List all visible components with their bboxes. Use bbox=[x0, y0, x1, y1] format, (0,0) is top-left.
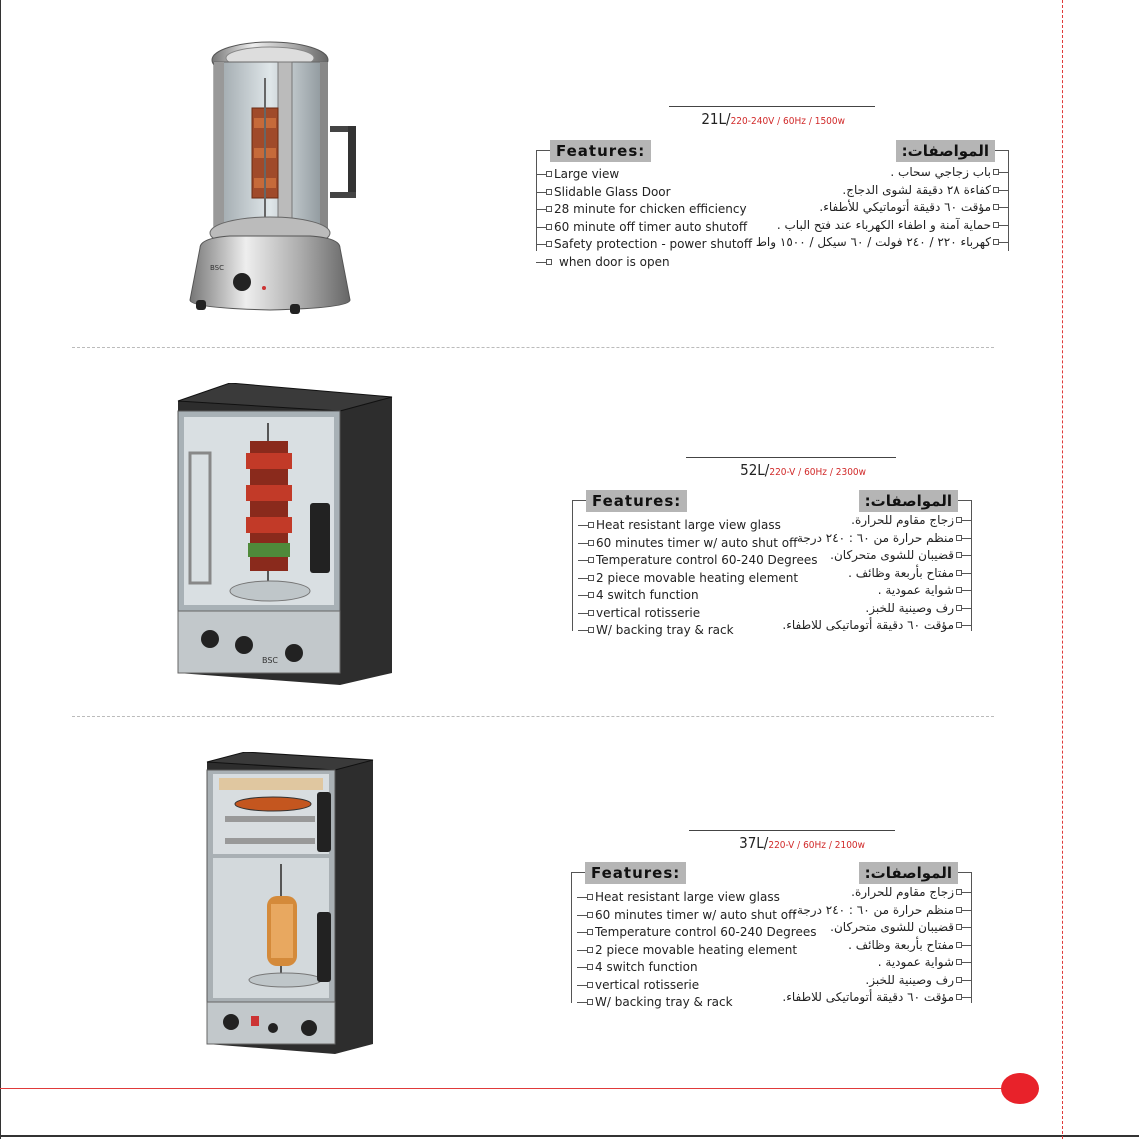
round-rotisserie-icon bbox=[180, 38, 360, 320]
spec-label: 220-240V / 60Hz / 1500w bbox=[730, 116, 845, 127]
ar-feature-item: كفاءة ٢٨ دقيقة لشوى الدجاج. bbox=[756, 182, 1009, 200]
spec-label: 220-V / 60Hz / 2100w bbox=[768, 840, 865, 851]
feature-item: Safety protection - power shutoff bbox=[536, 236, 752, 254]
feature-item: 60 minutes timer w/ auto shut off bbox=[577, 907, 816, 925]
feature-item: Large view bbox=[536, 166, 752, 184]
feature-item: Heat resistant large view glass bbox=[577, 889, 816, 907]
ar-feature-item: زجاج مقاوم للحرارة. bbox=[782, 512, 972, 530]
page-border-bottom bbox=[0, 1135, 1139, 1137]
section-divider bbox=[72, 716, 994, 717]
ar-feature-item: مفتاح بأربعة وظائف . bbox=[782, 937, 972, 955]
ar-feature-item: قضيبان للشوى متحركان. bbox=[782, 547, 972, 565]
feature-item: vertical rotisserie bbox=[578, 605, 817, 623]
ar-feature-item: باب زجاجي سحاب . bbox=[756, 164, 1009, 182]
ar-feature-item: زجاج مقاوم للحرارة. bbox=[782, 884, 972, 902]
svg-text:BSC: BSC bbox=[210, 264, 225, 272]
feature-item: Slidable Glass Door bbox=[536, 184, 752, 202]
ar-feature-item: مؤقت ٦٠ دقيقة أتوماتيكى للاطفاء. bbox=[782, 617, 972, 635]
footer-line bbox=[0, 1088, 1010, 1089]
ar-feature-item: مفتاح بأربعة وظائف . bbox=[782, 565, 972, 583]
features-list-ar bbox=[770, 490, 972, 650]
feature-item: Temperature control 60-240 Degrees bbox=[578, 552, 817, 570]
ar-feature-item: مؤقت ٦٠ دقيقة أتوماتيكي للأطفاء. bbox=[756, 199, 1009, 217]
ar-feature-item: منظم حرارة من ٦٠ : ٢٤٠ درجة. bbox=[782, 530, 972, 548]
ar-features-title: المواصفات: bbox=[896, 140, 995, 162]
ar-feature-item: شواية عمودية . bbox=[782, 582, 972, 600]
ar-feature-item: منظم حرارة من ٦٠ : ٢٤٠ درجة. bbox=[782, 902, 972, 920]
ar-feature-item: قضيبان للشوى متحركان. bbox=[782, 919, 972, 937]
feature-item: vertical rotisserie bbox=[577, 977, 816, 995]
feature-item: W/ backing tray & rack bbox=[578, 622, 817, 640]
page-border-left bbox=[0, 0, 1, 1139]
feature-item: 2 piece movable heating element bbox=[577, 942, 816, 960]
svg-text:BSC: BSC bbox=[262, 656, 279, 665]
section-divider bbox=[72, 347, 994, 348]
features-list-ar bbox=[770, 862, 972, 1022]
cut-line bbox=[1062, 0, 1063, 1139]
ar-feature-item: كهرباء ٢٢٠ / ٢٤٠ فولت / ٦٠ سيكل / ١٥٠٠ واط bbox=[756, 234, 1009, 252]
capacity-label: 21L/ bbox=[701, 110, 731, 128]
ar-feature-item: رف وصينية للخبز. bbox=[782, 972, 972, 990]
features-list-ar bbox=[745, 140, 1009, 270]
ar-feature-item: مؤقت ٦٠ دقيقة أتوماتيكى للاطفاء. bbox=[782, 989, 972, 1007]
feature-item: W/ backing tray & rack bbox=[577, 994, 816, 1012]
feature-item: 28 minute for chicken efficiency bbox=[536, 201, 752, 219]
spec-label: 220-V / 60Hz / 2300w bbox=[769, 467, 866, 478]
feature-item: 4 switch function bbox=[577, 959, 816, 977]
feature-item: when door is open bbox=[536, 254, 752, 272]
ar-features-title: المواصفات: bbox=[859, 862, 958, 884]
ar-features-title: المواصفات: bbox=[859, 490, 958, 512]
ar-feature-item: رف وصينية للخبز. bbox=[782, 600, 972, 618]
features-list-en bbox=[536, 140, 766, 280]
features-title: Features: bbox=[550, 140, 651, 162]
feature-item: 4 switch function bbox=[578, 587, 817, 605]
feature-item: Heat resistant large view glass bbox=[578, 517, 817, 535]
feature-item: 60 minutes timer w/ auto shut off bbox=[578, 535, 817, 553]
ar-feature-item: شواية عمودية . bbox=[782, 954, 972, 972]
feature-item: 2 piece movable heating element bbox=[578, 570, 817, 588]
footer-dot bbox=[1001, 1073, 1039, 1104]
capacity-label: 52L/ bbox=[740, 461, 770, 479]
features-title: Features: bbox=[586, 490, 687, 512]
tall-oven-rotisserie-icon bbox=[170, 383, 400, 689]
double-oven-rotisserie-icon bbox=[205, 752, 377, 1058]
feature-item: Temperature control 60-240 Degrees bbox=[577, 924, 816, 942]
capacity-label: 37L/ bbox=[739, 834, 769, 852]
features-title: Features: bbox=[585, 862, 686, 884]
feature-item: 60 minute off timer auto shutoff bbox=[536, 219, 752, 237]
ar-feature-item: حماية آمنة و اطفاء الكهرباء عند فتح الباب . bbox=[756, 217, 1009, 235]
